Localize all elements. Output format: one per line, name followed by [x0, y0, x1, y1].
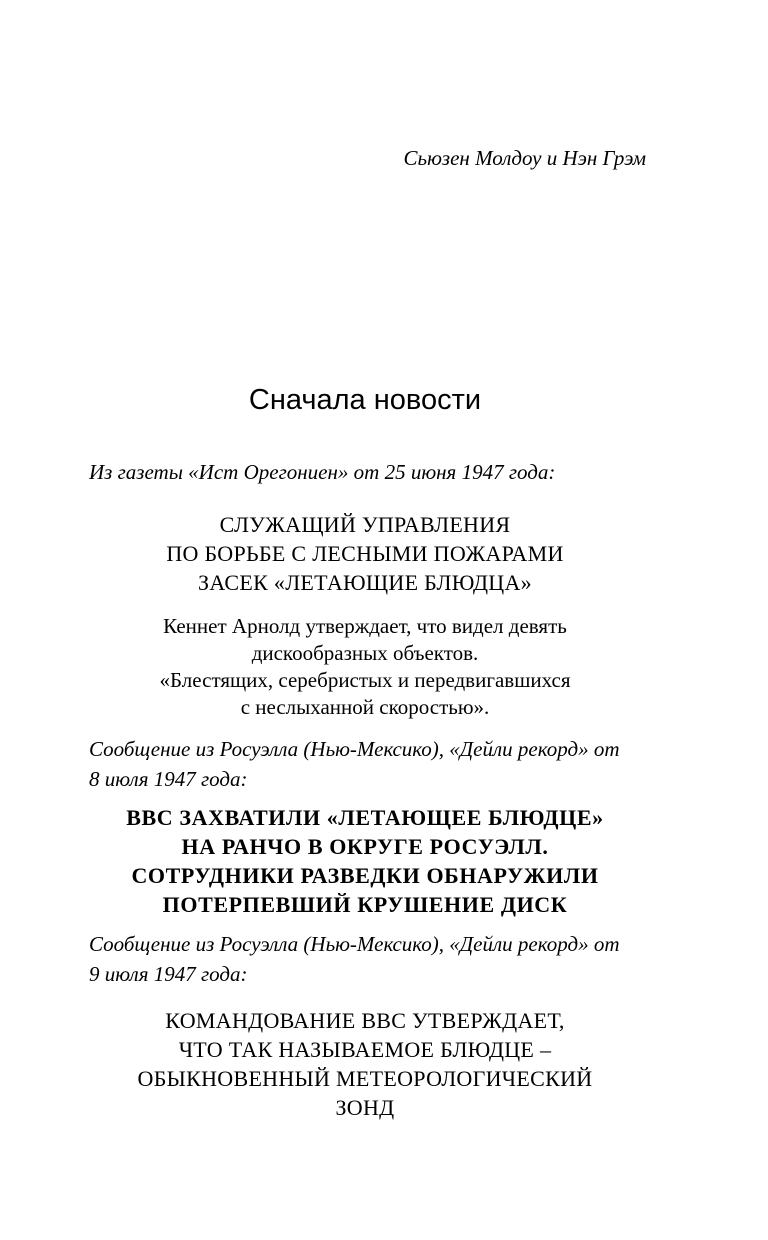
headline-line: СЛУЖАЩИЙ УПРАВЛЕНИЯ	[219, 512, 511, 537]
headline-line: ЗОНД	[335, 1095, 395, 1120]
news-source-3	[89, 929, 649, 989]
news-source-line: Из газеты «Ист Орегониен» от 25 июня 1947 года:	[89, 460, 556, 484]
headline-line: КОМАНДОВАНИЕ ВВС УТВЕРЖДАЕТ,	[165, 1008, 565, 1033]
author-line: Сьюзен Молдоу и Нэн Грэм	[403, 146, 646, 170]
headline-line: ВВС ЗАХВАТИЛИ «ЛЕТАЮЩЕЕ БЛЮДЦЕ»	[126, 805, 604, 830]
news-headline-3	[0, 1006, 730, 1122]
news-source-line: 8 июля 1947 года:	[89, 767, 248, 791]
body-line: «Блестящих, серебристых и передвигавшихся	[159, 668, 571, 692]
news-source-2	[89, 734, 649, 794]
news-source-line: Сообщение из Росуэлла (Нью-Мексико), «Дейли рекорд» от	[89, 932, 620, 956]
news-source-1	[89, 457, 649, 487]
body-line: дискообразных объектов.	[251, 641, 479, 665]
headline-line: НА РАНЧО В ОКРУГЕ РОСУЭЛЛ.	[181, 834, 549, 859]
news-body-1	[0, 613, 730, 721]
headline-line: ОБЫКНОВЕННЫЙ МЕТЕОРОЛОГИЧЕСКИЙ	[137, 1066, 593, 1091]
headline-line: ПО БОРЬБЕ С ЛЕСНЫМИ ПОЖАРАМИ	[166, 541, 564, 566]
headline-line: ЗАСЕК «ЛЕТАЮЩИЕ БЛЮДЦА»	[198, 570, 532, 595]
news-source-line: 9 июля 1947 года:	[89, 962, 248, 986]
headline-line: ПОТЕРПЕВШИЙ КРУШЕНИЕ ДИСК	[162, 892, 568, 917]
chapter-title: Сначала новости	[248, 384, 482, 416]
headline-line: СОТРУДНИКИ РАЗВЕДКИ ОБНАРУЖИЛИ	[131, 863, 599, 888]
news-headline-2	[0, 803, 730, 919]
news-headline-1	[0, 510, 730, 597]
headline-line: ЧТО ТАК НАЗЫВАЕМОЕ БЛЮДЦЕ –	[178, 1037, 552, 1062]
body-line: Кеннет Арнолд утверждает, что видел девять	[163, 614, 567, 638]
news-source-line: Сообщение из Росуэлла (Нью-Мексико), «Дейли рекорд» от	[89, 737, 620, 761]
body-line: с неслыханной скоростью».	[240, 695, 490, 719]
